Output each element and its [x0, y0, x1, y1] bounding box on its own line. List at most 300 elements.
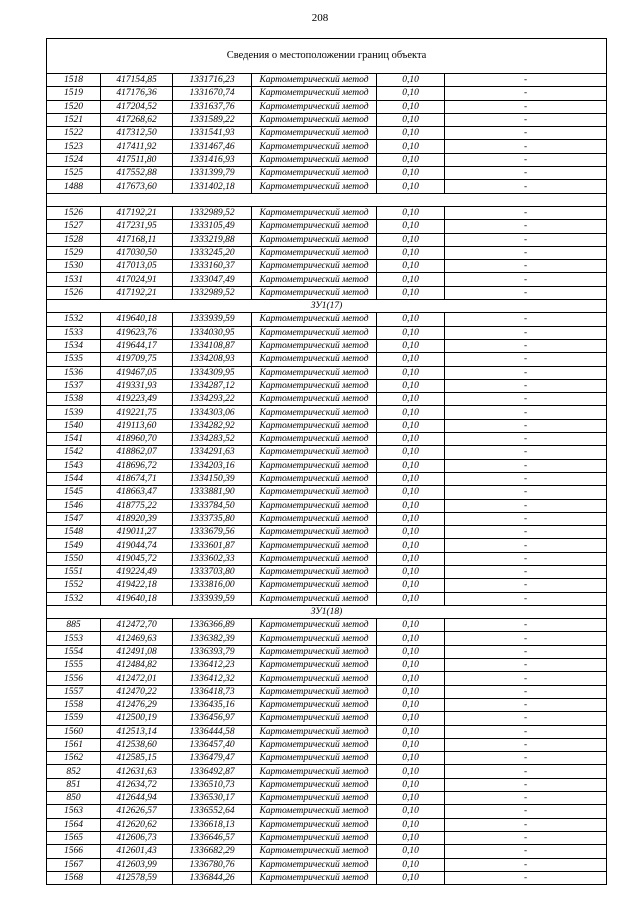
description-cell: - [445, 246, 607, 259]
section-separator-row [47, 193, 607, 206]
accuracy-cell: 0,10 [377, 526, 445, 539]
point-number-cell: 1526 [47, 206, 101, 219]
method-cell: Картометрический метод [252, 871, 377, 884]
x-coordinate-cell: 417204,52 [101, 100, 173, 113]
method-cell: Картометрический метод [252, 167, 377, 180]
table-row [47, 526, 607, 539]
y-coordinate-cell: 1334203,16 [173, 459, 252, 472]
method-cell: Картометрический метод [252, 87, 377, 100]
table-row [47, 406, 607, 419]
table-row [47, 339, 607, 352]
table-row [47, 486, 607, 499]
table-row [47, 153, 607, 166]
point-number-cell: 1529 [47, 246, 101, 259]
x-coordinate-cell: 412606,73 [101, 831, 173, 844]
method-cell: Картометрический метод [252, 526, 377, 539]
x-coordinate-cell: 417013,05 [101, 260, 173, 273]
description-cell: - [445, 871, 607, 884]
method-cell: Картометрический метод [252, 698, 377, 711]
method-cell: Картометрический метод [252, 472, 377, 485]
method-cell: Картометрический метод [252, 113, 377, 126]
point-number-cell: 1546 [47, 499, 101, 512]
point-number-cell: 1558 [47, 698, 101, 711]
method-cell: Картометрический метод [252, 419, 377, 432]
point-number-cell: 1544 [47, 472, 101, 485]
point-number-cell: 1543 [47, 459, 101, 472]
y-coordinate-cell: 1333784,50 [173, 499, 252, 512]
description-cell: - [445, 326, 607, 339]
y-coordinate-cell: 1336457,40 [173, 738, 252, 751]
y-coordinate-cell: 1334150,39 [173, 472, 252, 485]
point-number-cell: 1548 [47, 526, 101, 539]
table-row [47, 499, 607, 512]
point-number-cell: 1525 [47, 167, 101, 180]
table-row [47, 260, 607, 273]
accuracy-cell: 0,10 [377, 459, 445, 472]
accuracy-cell: 0,10 [377, 499, 445, 512]
point-number-cell: 1522 [47, 127, 101, 140]
x-coordinate-cell: 412476,29 [101, 698, 173, 711]
description-cell: - [445, 818, 607, 831]
accuracy-cell: 0,10 [377, 685, 445, 698]
x-coordinate-cell: 419422,18 [101, 579, 173, 592]
x-coordinate-cell: 419045,72 [101, 552, 173, 565]
y-coordinate-cell: 1336412,32 [173, 672, 252, 685]
table-row [47, 592, 607, 605]
y-coordinate-cell: 1331670,74 [173, 87, 252, 100]
table-row [47, 313, 607, 326]
description-cell: - [445, 406, 607, 419]
accuracy-cell: 0,10 [377, 805, 445, 818]
point-number-cell: 1547 [47, 512, 101, 525]
method-cell: Картометрический метод [252, 220, 377, 233]
method-cell: Картометрический метод [252, 805, 377, 818]
table-row [47, 472, 607, 485]
method-cell: Картометрический метод [252, 433, 377, 446]
description-cell: - [445, 778, 607, 791]
description-cell: - [445, 180, 607, 193]
table-title-row [47, 39, 607, 74]
table-row [47, 858, 607, 871]
accuracy-cell: 0,10 [377, 220, 445, 233]
point-number-cell: 1524 [47, 153, 101, 166]
point-number-cell: 1565 [47, 831, 101, 844]
x-coordinate-cell: 419113,60 [101, 419, 173, 432]
y-coordinate-cell: 1334309,95 [173, 366, 252, 379]
x-coordinate-cell: 417268,62 [101, 113, 173, 126]
accuracy-cell: 0,10 [377, 167, 445, 180]
y-coordinate-cell: 1331637,76 [173, 100, 252, 113]
method-cell: Картометрический метод [252, 140, 377, 153]
description-cell: - [445, 74, 607, 87]
table-row [47, 419, 607, 432]
description-cell: - [445, 685, 607, 698]
description-cell: - [445, 565, 607, 578]
method-cell: Картометрический метод [252, 486, 377, 499]
accuracy-cell: 0,10 [377, 113, 445, 126]
description-cell: - [445, 765, 607, 778]
table-row [47, 233, 607, 246]
x-coordinate-cell: 419224,49 [101, 565, 173, 578]
table-row [47, 127, 607, 140]
method-cell: Картометрический метод [252, 738, 377, 751]
table-row [47, 552, 607, 565]
method-cell: Картометрический метод [252, 818, 377, 831]
x-coordinate-cell: 412538,60 [101, 738, 173, 751]
accuracy-cell: 0,10 [377, 845, 445, 858]
description-cell: - [445, 419, 607, 432]
table-row [47, 871, 607, 884]
x-coordinate-cell: 418696,72 [101, 459, 173, 472]
accuracy-cell: 0,10 [377, 393, 445, 406]
accuracy-cell: 0,10 [377, 87, 445, 100]
point-number-cell: 1553 [47, 632, 101, 645]
point-number-cell: 1564 [47, 818, 101, 831]
y-coordinate-cell: 1333881,90 [173, 486, 252, 499]
description-cell: - [445, 233, 607, 246]
x-coordinate-cell: 419011,27 [101, 526, 173, 539]
description-cell: - [445, 725, 607, 738]
point-number-cell: 1533 [47, 326, 101, 339]
x-coordinate-cell: 419044,74 [101, 539, 173, 552]
y-coordinate-cell: 1334303,06 [173, 406, 252, 419]
table-row [47, 273, 607, 286]
x-coordinate-cell: 419644,17 [101, 339, 173, 352]
y-coordinate-cell: 1333735,80 [173, 512, 252, 525]
method-cell: Картометрический метод [252, 752, 377, 765]
point-number-cell: 1519 [47, 87, 101, 100]
x-coordinate-cell: 412601,43 [101, 845, 173, 858]
method-cell: Картометрический метод [252, 286, 377, 299]
method-cell: Картометрический метод [252, 725, 377, 738]
table-row [47, 818, 607, 831]
x-coordinate-cell: 419331,93 [101, 379, 173, 392]
table-row [47, 645, 607, 658]
table-row [47, 792, 607, 805]
y-coordinate-cell: 1334108,87 [173, 339, 252, 352]
table-row [47, 765, 607, 778]
method-cell: Картометрический метод [252, 539, 377, 552]
point-number-cell: 1567 [47, 858, 101, 871]
table-row [47, 180, 607, 193]
table-row [47, 725, 607, 738]
table-row [47, 831, 607, 844]
table-row [47, 326, 607, 339]
boundary-table-container [46, 38, 606, 885]
y-coordinate-cell: 1332989,52 [173, 206, 252, 219]
accuracy-cell: 0,10 [377, 752, 445, 765]
accuracy-cell: 0,10 [377, 778, 445, 791]
x-coordinate-cell: 419623,76 [101, 326, 173, 339]
method-cell: Картометрический метод [252, 273, 377, 286]
point-number-cell: 1539 [47, 406, 101, 419]
point-number-cell: 850 [47, 792, 101, 805]
method-cell: Картометрический метод [252, 127, 377, 140]
accuracy-cell: 0,10 [377, 712, 445, 725]
section-label: ЗУ1(18) [47, 605, 607, 618]
point-number-cell: 1557 [47, 685, 101, 698]
description-cell: - [445, 472, 607, 485]
accuracy-cell: 0,10 [377, 206, 445, 219]
point-number-cell: 1518 [47, 74, 101, 87]
table-row [47, 246, 607, 259]
accuracy-cell: 0,10 [377, 286, 445, 299]
method-cell: Картометрический метод [252, 326, 377, 339]
accuracy-cell: 0,10 [377, 725, 445, 738]
point-number-cell: 1532 [47, 592, 101, 605]
method-cell: Картометрический метод [252, 446, 377, 459]
accuracy-cell: 0,10 [377, 100, 445, 113]
x-coordinate-cell: 417231,95 [101, 220, 173, 233]
x-coordinate-cell: 412470,22 [101, 685, 173, 698]
description-cell: - [445, 672, 607, 685]
x-coordinate-cell: 417168,11 [101, 233, 173, 246]
description-cell: - [445, 792, 607, 805]
y-coordinate-cell: 1333245,20 [173, 246, 252, 259]
accuracy-cell: 0,10 [377, 140, 445, 153]
x-coordinate-cell: 412472,70 [101, 619, 173, 632]
table-row [47, 366, 607, 379]
accuracy-cell: 0,10 [377, 326, 445, 339]
method-cell: Картометрический метод [252, 778, 377, 791]
point-number-cell: 1550 [47, 552, 101, 565]
accuracy-cell: 0,10 [377, 446, 445, 459]
x-coordinate-cell: 412644,94 [101, 792, 173, 805]
method-cell: Картометрический метод [252, 353, 377, 366]
y-coordinate-cell: 1336844,26 [173, 871, 252, 884]
point-number-cell: 1520 [47, 100, 101, 113]
point-number-cell: 1536 [47, 366, 101, 379]
y-coordinate-cell: 1336510,73 [173, 778, 252, 791]
table-row [47, 206, 607, 219]
table-row [47, 353, 607, 366]
point-number-cell: 1488 [47, 180, 101, 193]
section-label: ЗУ1(17) [47, 300, 607, 313]
y-coordinate-cell: 1333601,87 [173, 539, 252, 552]
accuracy-cell: 0,10 [377, 472, 445, 485]
point-number-cell: 1541 [47, 433, 101, 446]
accuracy-cell: 0,10 [377, 592, 445, 605]
table-row [47, 393, 607, 406]
x-coordinate-cell: 412469,63 [101, 632, 173, 645]
description-cell: - [445, 645, 607, 658]
x-coordinate-cell: 417024,91 [101, 273, 173, 286]
accuracy-cell: 0,10 [377, 552, 445, 565]
x-coordinate-cell: 412620,62 [101, 818, 173, 831]
x-coordinate-cell: 412472,01 [101, 672, 173, 685]
x-coordinate-cell: 412513,14 [101, 725, 173, 738]
y-coordinate-cell: 1336780,76 [173, 858, 252, 871]
table-row [47, 433, 607, 446]
accuracy-cell: 0,10 [377, 486, 445, 499]
point-number-cell: 1532 [47, 313, 101, 326]
y-coordinate-cell: 1333219,88 [173, 233, 252, 246]
description-cell: - [445, 313, 607, 326]
x-coordinate-cell: 417511,80 [101, 153, 173, 166]
description-cell: - [445, 260, 607, 273]
point-number-cell: 1554 [47, 645, 101, 658]
table-row [47, 286, 607, 299]
y-coordinate-cell: 1331716,23 [173, 74, 252, 87]
y-coordinate-cell: 1336530,17 [173, 792, 252, 805]
accuracy-cell: 0,10 [377, 659, 445, 672]
accuracy-cell: 0,10 [377, 818, 445, 831]
x-coordinate-cell: 419709,75 [101, 353, 173, 366]
x-coordinate-cell: 412603,99 [101, 858, 173, 871]
accuracy-cell: 0,10 [377, 645, 445, 658]
y-coordinate-cell: 1333047,49 [173, 273, 252, 286]
y-coordinate-cell: 1336393,79 [173, 645, 252, 658]
y-coordinate-cell: 1331589,22 [173, 113, 252, 126]
x-coordinate-cell: 418775,22 [101, 499, 173, 512]
description-cell: - [445, 433, 607, 446]
x-coordinate-cell: 419467,05 [101, 366, 173, 379]
table-row [47, 845, 607, 858]
y-coordinate-cell: 1336479,47 [173, 752, 252, 765]
accuracy-cell: 0,10 [377, 672, 445, 685]
y-coordinate-cell: 1333602,33 [173, 552, 252, 565]
y-coordinate-cell: 1331467,46 [173, 140, 252, 153]
point-number-cell: 1538 [47, 393, 101, 406]
description-cell: - [445, 752, 607, 765]
point-number-cell: 1535 [47, 353, 101, 366]
y-coordinate-cell: 1336412,23 [173, 659, 252, 672]
description-cell: - [445, 140, 607, 153]
description-cell: - [445, 459, 607, 472]
table-row [47, 74, 607, 87]
y-coordinate-cell: 1336618,13 [173, 818, 252, 831]
method-cell: Картометрический метод [252, 233, 377, 246]
x-coordinate-cell: 417673,60 [101, 180, 173, 193]
method-cell: Картометрический метод [252, 565, 377, 578]
description-cell: - [445, 220, 607, 233]
y-coordinate-cell: 1331399,79 [173, 167, 252, 180]
description-cell: - [445, 353, 607, 366]
point-number-cell: 1545 [47, 486, 101, 499]
point-number-cell: 1549 [47, 539, 101, 552]
method-cell: Картометрический метод [252, 260, 377, 273]
point-number-cell: 1562 [47, 752, 101, 765]
y-coordinate-cell: 1333703,80 [173, 565, 252, 578]
section-header-row [47, 300, 607, 313]
accuracy-cell: 0,10 [377, 632, 445, 645]
y-coordinate-cell: 1333160,37 [173, 260, 252, 273]
method-cell: Картометрический метод [252, 153, 377, 166]
x-coordinate-cell: 417176,36 [101, 87, 173, 100]
method-cell: Картометрический метод [252, 645, 377, 658]
y-coordinate-cell: 1336435,16 [173, 698, 252, 711]
y-coordinate-cell: 1334293,22 [173, 393, 252, 406]
point-number-cell: 852 [47, 765, 101, 778]
accuracy-cell: 0,10 [377, 313, 445, 326]
point-number-cell: 1568 [47, 871, 101, 884]
table-row [47, 712, 607, 725]
table-row [47, 632, 607, 645]
description-cell: - [445, 831, 607, 844]
y-coordinate-cell: 1336418,73 [173, 685, 252, 698]
description-cell: - [445, 286, 607, 299]
x-coordinate-cell: 419640,18 [101, 592, 173, 605]
accuracy-cell: 0,10 [377, 539, 445, 552]
method-cell: Картометрический метод [252, 313, 377, 326]
method-cell: Картометрический метод [252, 366, 377, 379]
y-coordinate-cell: 1333816,00 [173, 579, 252, 592]
description-cell: - [445, 446, 607, 459]
x-coordinate-cell: 417192,21 [101, 286, 173, 299]
y-coordinate-cell: 1331541,93 [173, 127, 252, 140]
y-coordinate-cell: 1331416,93 [173, 153, 252, 166]
description-cell: - [445, 273, 607, 286]
method-cell: Картометрический метод [252, 845, 377, 858]
description-cell: - [445, 659, 607, 672]
method-cell: Картометрический метод [252, 579, 377, 592]
point-number-cell: 1528 [47, 233, 101, 246]
accuracy-cell: 0,10 [377, 353, 445, 366]
description-cell: - [445, 366, 607, 379]
accuracy-cell: 0,10 [377, 273, 445, 286]
accuracy-cell: 0,10 [377, 433, 445, 446]
x-coordinate-cell: 419640,18 [101, 313, 173, 326]
table-row [47, 778, 607, 791]
x-coordinate-cell: 417192,21 [101, 206, 173, 219]
y-coordinate-cell: 1333679,56 [173, 526, 252, 539]
table-row [47, 100, 607, 113]
x-coordinate-cell: 412578,59 [101, 871, 173, 884]
description-cell: - [445, 858, 607, 871]
accuracy-cell: 0,10 [377, 765, 445, 778]
accuracy-cell: 0,10 [377, 512, 445, 525]
accuracy-cell: 0,10 [377, 738, 445, 751]
point-number-cell: 1526 [47, 286, 101, 299]
x-coordinate-cell: 412626,57 [101, 805, 173, 818]
y-coordinate-cell: 1336552,64 [173, 805, 252, 818]
description-cell: - [445, 393, 607, 406]
table-row [47, 685, 607, 698]
point-number-cell: 1521 [47, 113, 101, 126]
accuracy-cell: 0,10 [377, 698, 445, 711]
point-number-cell: 1540 [47, 419, 101, 432]
method-cell: Картометрический метод [252, 512, 377, 525]
method-cell: Картометрический метод [252, 180, 377, 193]
table-row [47, 579, 607, 592]
section-header-row [47, 605, 607, 618]
table-row [47, 220, 607, 233]
y-coordinate-cell: 1336382,39 [173, 632, 252, 645]
method-cell: Картометрический метод [252, 206, 377, 219]
accuracy-cell: 0,10 [377, 366, 445, 379]
description-cell: - [445, 153, 607, 166]
x-coordinate-cell: 419223,49 [101, 393, 173, 406]
accuracy-cell: 0,10 [377, 153, 445, 166]
description-cell: - [445, 632, 607, 645]
y-coordinate-cell: 1333939,59 [173, 313, 252, 326]
table-row [47, 752, 607, 765]
table-row [47, 87, 607, 100]
boundary-table-body [47, 39, 607, 885]
y-coordinate-cell: 1332989,52 [173, 286, 252, 299]
table-row [47, 738, 607, 751]
method-cell: Картометрический метод [252, 685, 377, 698]
method-cell: Картометрический метод [252, 672, 377, 685]
section-spacer [47, 193, 607, 206]
x-coordinate-cell: 418663,47 [101, 486, 173, 499]
point-number-cell: 1556 [47, 672, 101, 685]
accuracy-cell: 0,10 [377, 233, 445, 246]
accuracy-cell: 0,10 [377, 406, 445, 419]
description-cell: - [445, 512, 607, 525]
accuracy-cell: 0,10 [377, 246, 445, 259]
y-coordinate-cell: 1336682,29 [173, 845, 252, 858]
